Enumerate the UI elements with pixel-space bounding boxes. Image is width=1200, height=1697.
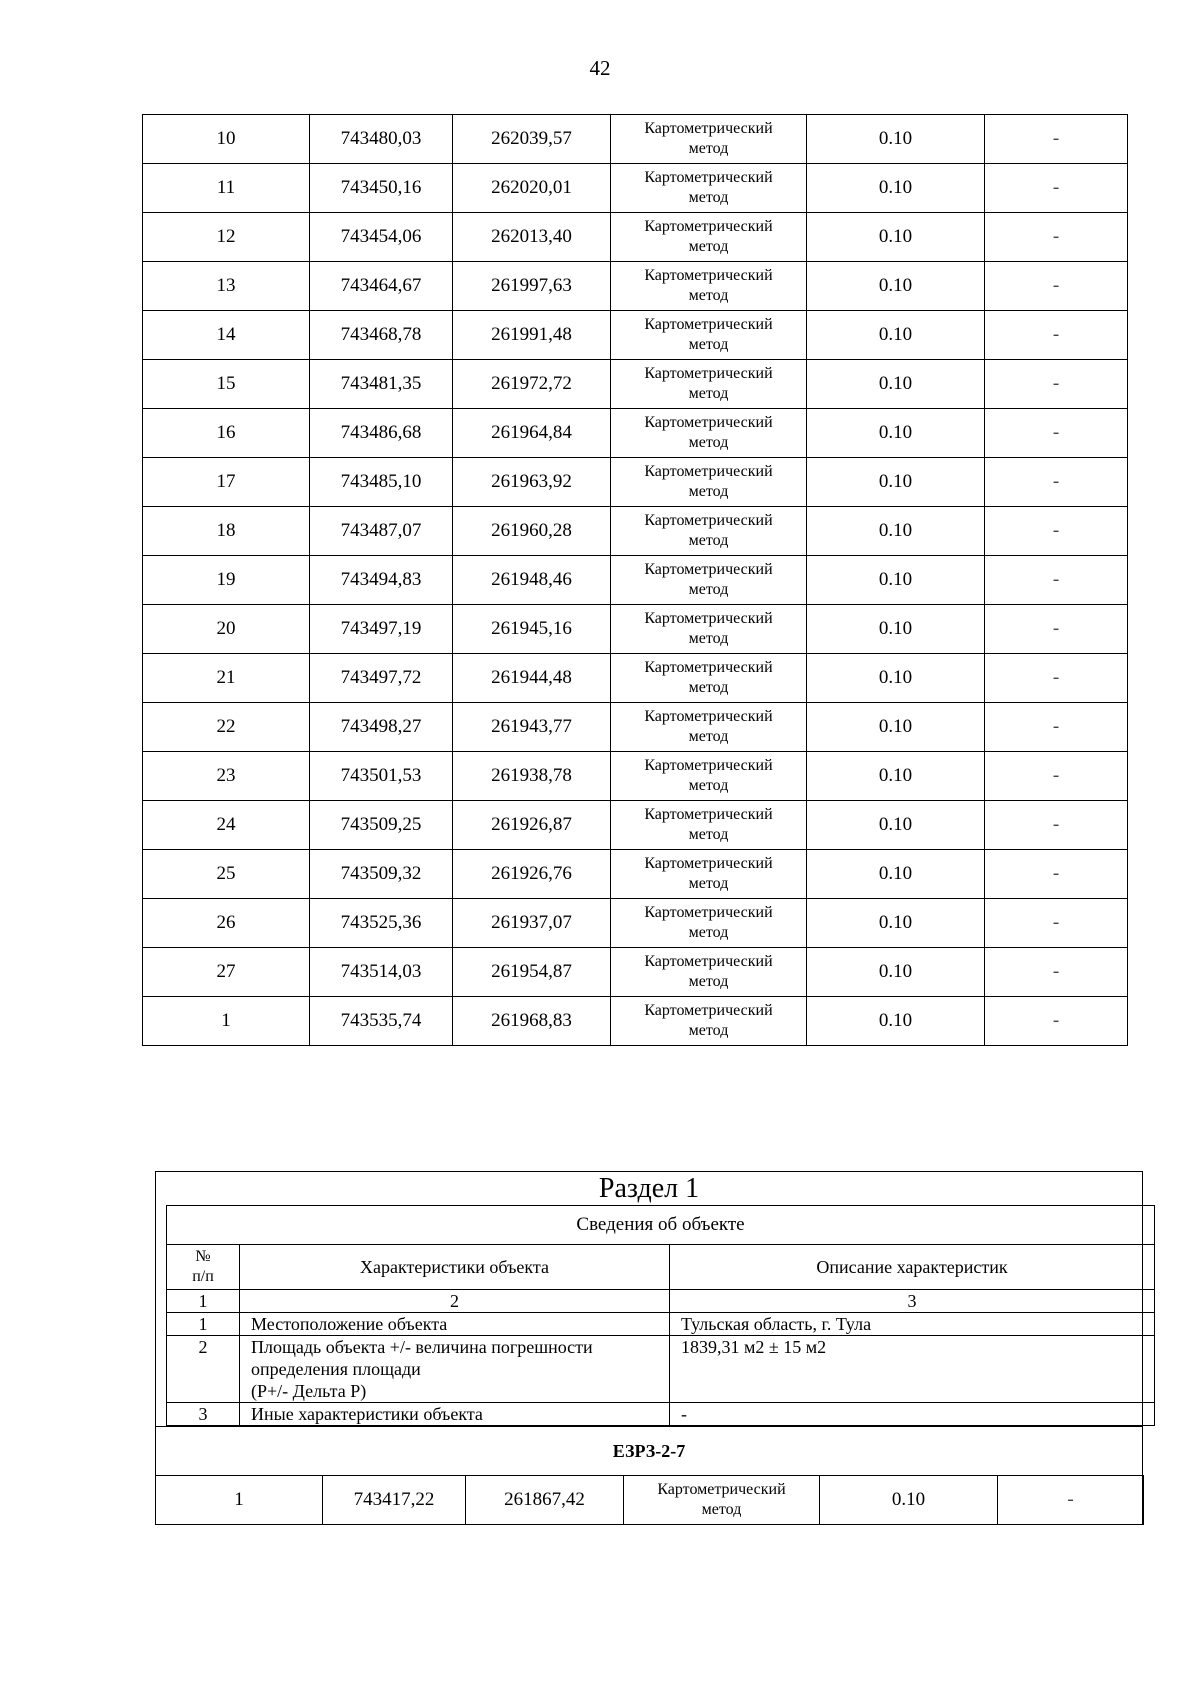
coordinate-x: 743514,03 bbox=[310, 948, 453, 997]
method: Картометрический метод bbox=[611, 703, 807, 752]
info-row bbox=[167, 1403, 1155, 1426]
table-row bbox=[143, 997, 1128, 1046]
point-number: 11 bbox=[143, 164, 310, 213]
method: Картометрический метод bbox=[611, 556, 807, 605]
coordinate-x: 743487,07 bbox=[310, 507, 453, 556]
coordinate-y: 261937,07 bbox=[453, 899, 611, 948]
info-row-description: Тульская область, г. Тула bbox=[670, 1313, 1155, 1336]
coordinate-x: 743501,53 bbox=[310, 752, 453, 801]
method: Картометрический метод bbox=[611, 311, 807, 360]
point-number: 22 bbox=[143, 703, 310, 752]
point-number: 18 bbox=[143, 507, 310, 556]
coordinate-y: 262020,01 bbox=[453, 164, 611, 213]
accuracy: 0.10 bbox=[807, 213, 985, 262]
coordinate-x: 743486,68 bbox=[310, 409, 453, 458]
note: - bbox=[985, 164, 1128, 213]
coordinate-x: 743454,06 bbox=[310, 213, 453, 262]
section-1 bbox=[155, 1171, 1143, 1525]
accuracy: 0.10 bbox=[807, 262, 985, 311]
note: - bbox=[985, 850, 1128, 899]
coordinate-x: 743497,72 bbox=[310, 654, 453, 703]
note: - bbox=[985, 997, 1128, 1046]
note: - bbox=[985, 458, 1128, 507]
note: - bbox=[985, 311, 1128, 360]
coordinate-y: 261997,63 bbox=[453, 262, 611, 311]
accuracy: 0.10 bbox=[807, 556, 985, 605]
coordinate-y: 261960,28 bbox=[453, 507, 611, 556]
point-number: 20 bbox=[143, 605, 310, 654]
info-row-characteristic: Иные характеристики объекта bbox=[240, 1403, 670, 1426]
object-code: ЕЗРЗ-2-7 bbox=[156, 1426, 1142, 1475]
info-row-number: 3 bbox=[167, 1403, 240, 1426]
coordinate-x: 743450,16 bbox=[310, 164, 453, 213]
accuracy: 0.10 bbox=[807, 164, 985, 213]
note: - bbox=[998, 1476, 1144, 1525]
section-title: Раздел 1 bbox=[598, 1173, 700, 1204]
table-row bbox=[143, 850, 1128, 899]
coordinate-y: 261991,48 bbox=[453, 311, 611, 360]
note: - bbox=[985, 703, 1128, 752]
accuracy: 0.10 bbox=[807, 605, 985, 654]
info-row bbox=[167, 1313, 1155, 1336]
header-number: № п/п bbox=[167, 1245, 240, 1290]
accuracy: 0.10 bbox=[807, 409, 985, 458]
coordinate-x: 743464,67 bbox=[310, 262, 453, 311]
table-row bbox=[143, 507, 1128, 556]
method: Картометрический метод bbox=[611, 948, 807, 997]
note: - bbox=[985, 409, 1128, 458]
coordinate-x: 743509,32 bbox=[310, 850, 453, 899]
method: Картометрический метод bbox=[611, 752, 807, 801]
accuracy: 0.10 bbox=[807, 311, 985, 360]
table-row bbox=[143, 458, 1128, 507]
coordinate-x: 743535,74 bbox=[310, 997, 453, 1046]
info-row-number: 1 bbox=[167, 1313, 240, 1336]
coordinate-y: 261926,87 bbox=[453, 801, 611, 850]
method: Картометрический метод bbox=[611, 997, 807, 1046]
accuracy: 0.10 bbox=[807, 801, 985, 850]
note: - bbox=[985, 556, 1128, 605]
note: - bbox=[985, 752, 1128, 801]
point-number: 21 bbox=[143, 654, 310, 703]
method: Картометрический метод bbox=[624, 1476, 820, 1525]
coordinate-x: 743494,83 bbox=[310, 556, 453, 605]
accuracy: 0.10 bbox=[807, 948, 985, 997]
accuracy: 0.10 bbox=[807, 850, 985, 899]
coordinate-y: 261954,87 bbox=[453, 948, 611, 997]
info-row-characteristic: Местоположение объекта bbox=[240, 1313, 670, 1336]
column-number-3: 3 bbox=[670, 1290, 1155, 1313]
method: Картометрический метод bbox=[611, 605, 807, 654]
method: Картометрический метод bbox=[611, 899, 807, 948]
accuracy: 0.10 bbox=[807, 360, 985, 409]
table-row bbox=[143, 556, 1128, 605]
coordinate-y: 261963,92 bbox=[453, 458, 611, 507]
note: - bbox=[985, 213, 1128, 262]
point-number: 1 bbox=[143, 997, 310, 1046]
note: - bbox=[985, 801, 1128, 850]
coordinate-y: 261926,76 bbox=[453, 850, 611, 899]
table-row bbox=[143, 311, 1128, 360]
table-row bbox=[143, 115, 1128, 164]
column-number-1: 1 bbox=[167, 1290, 240, 1313]
table-row bbox=[143, 409, 1128, 458]
coordinate-y: 261945,16 bbox=[453, 605, 611, 654]
coordinate-y: 261968,83 bbox=[453, 997, 611, 1046]
info-row-description: - bbox=[670, 1403, 1155, 1426]
method: Картометрический метод bbox=[611, 654, 807, 703]
method: Картометрический метод bbox=[611, 213, 807, 262]
accuracy: 0.10 bbox=[807, 507, 985, 556]
point-number: 15 bbox=[143, 360, 310, 409]
note: - bbox=[985, 654, 1128, 703]
point-number: 17 bbox=[143, 458, 310, 507]
method: Картометрический метод bbox=[611, 801, 807, 850]
accuracy: 0.10 bbox=[807, 752, 985, 801]
note: - bbox=[985, 605, 1128, 654]
point-number: 26 bbox=[143, 899, 310, 948]
accuracy: 0.10 bbox=[820, 1476, 998, 1525]
coordinate-y: 261944,48 bbox=[453, 654, 611, 703]
method: Картометрический метод bbox=[611, 850, 807, 899]
accuracy: 0.10 bbox=[807, 654, 985, 703]
object-info-table bbox=[166, 1205, 1155, 1426]
coordinate-y: 261948,46 bbox=[453, 556, 611, 605]
note: - bbox=[985, 899, 1128, 948]
point-number: 27 bbox=[143, 948, 310, 997]
table-row bbox=[143, 948, 1128, 997]
table-row bbox=[143, 360, 1128, 409]
column-number-2: 2 bbox=[240, 1290, 670, 1313]
accuracy: 0.10 bbox=[807, 997, 985, 1046]
table-row bbox=[143, 899, 1128, 948]
point-number: 1 bbox=[156, 1476, 323, 1525]
page-number: 42 bbox=[589, 56, 611, 80]
info-row-characteristic: Площадь объекта +/- величина погрешности определения площади (Р+/- Дельта Р) bbox=[240, 1336, 670, 1403]
coordinate-y: 262039,57 bbox=[453, 115, 611, 164]
table-row bbox=[143, 703, 1128, 752]
note: - bbox=[985, 360, 1128, 409]
coordinate-x: 743509,25 bbox=[310, 801, 453, 850]
section-caption: Сведения об объекте bbox=[167, 1206, 1155, 1245]
note: - bbox=[985, 507, 1128, 556]
point-number: 10 bbox=[143, 115, 310, 164]
table-row bbox=[143, 605, 1128, 654]
info-row-description: 1839,31 м2 ± 15 м2 bbox=[670, 1336, 1155, 1403]
coordinate-x: 743417,22 bbox=[323, 1476, 466, 1525]
coordinate-x: 743498,27 bbox=[310, 703, 453, 752]
coordinate-y: 261938,78 bbox=[453, 752, 611, 801]
table-row bbox=[143, 654, 1128, 703]
info-row bbox=[167, 1336, 1155, 1403]
method: Картометрический метод bbox=[611, 458, 807, 507]
accuracy: 0.10 bbox=[807, 899, 985, 948]
coordinate-y: 261867,42 bbox=[466, 1476, 624, 1525]
point-number: 12 bbox=[143, 213, 310, 262]
note: - bbox=[985, 262, 1128, 311]
header-description: Описание характеристик bbox=[670, 1245, 1155, 1290]
coordinate-y: 262013,40 bbox=[453, 213, 611, 262]
coordinate-x: 743468,78 bbox=[310, 311, 453, 360]
table-row bbox=[143, 262, 1128, 311]
coordinate-x: 743485,10 bbox=[310, 458, 453, 507]
method: Картометрический метод bbox=[611, 507, 807, 556]
accuracy: 0.10 bbox=[807, 703, 985, 752]
table-row bbox=[156, 1476, 1144, 1525]
table-row bbox=[143, 164, 1128, 213]
point-number: 23 bbox=[143, 752, 310, 801]
method: Картометрический метод bbox=[611, 409, 807, 458]
method: Картометрический метод bbox=[611, 262, 807, 311]
info-row-number: 2 bbox=[167, 1336, 240, 1403]
point-number: 13 bbox=[143, 262, 310, 311]
method: Картометрический метод bbox=[611, 115, 807, 164]
coordinate-x: 743497,19 bbox=[310, 605, 453, 654]
note: - bbox=[985, 948, 1128, 997]
accuracy: 0.10 bbox=[807, 115, 985, 164]
point-number: 25 bbox=[143, 850, 310, 899]
accuracy: 0.10 bbox=[807, 458, 985, 507]
method: Картометрический метод bbox=[611, 164, 807, 213]
coordinates-table bbox=[142, 114, 1128, 1046]
table-row bbox=[143, 213, 1128, 262]
coordinate-x: 743480,03 bbox=[310, 115, 453, 164]
coordinate-x: 743481,35 bbox=[310, 360, 453, 409]
table-row bbox=[143, 801, 1128, 850]
object-coordinates-table bbox=[155, 1475, 1144, 1525]
point-number: 14 bbox=[143, 311, 310, 360]
method: Картометрический метод bbox=[611, 360, 807, 409]
table-row bbox=[143, 752, 1128, 801]
coordinate-x: 743525,36 bbox=[310, 899, 453, 948]
point-number: 24 bbox=[143, 801, 310, 850]
coordinate-y: 261964,84 bbox=[453, 409, 611, 458]
point-number: 19 bbox=[143, 556, 310, 605]
header-characteristics: Характеристики объекта bbox=[240, 1245, 670, 1290]
point-number: 16 bbox=[143, 409, 310, 458]
note: - bbox=[985, 115, 1128, 164]
coordinate-y: 261943,77 bbox=[453, 703, 611, 752]
coordinate-y: 261972,72 bbox=[453, 360, 611, 409]
